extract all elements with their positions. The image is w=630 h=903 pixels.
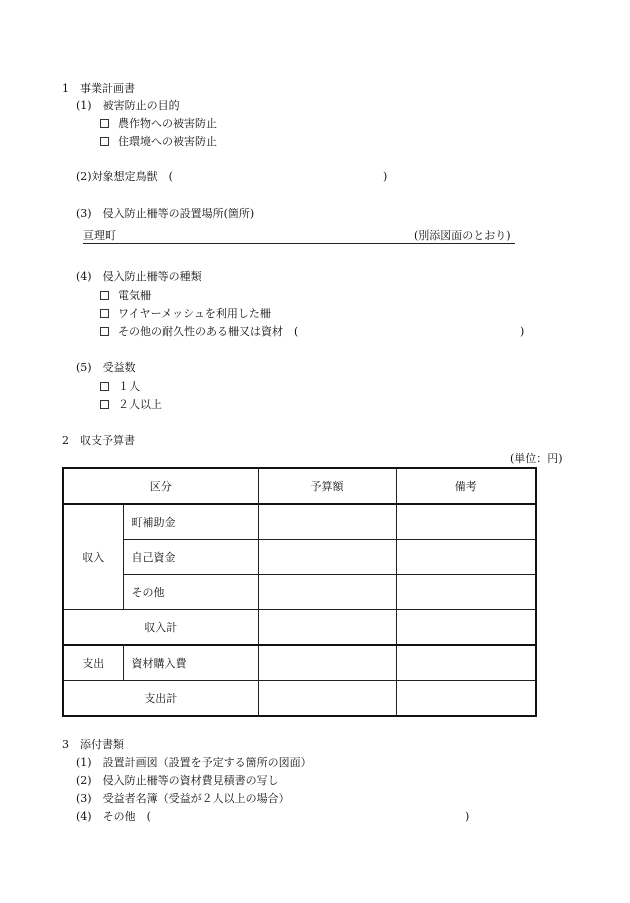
location-town: 亘理町	[83, 229, 116, 242]
remarks-cell[interactable]	[396, 504, 536, 540]
attachment-item-4-close: )	[465, 810, 470, 823]
section1-title: 1 事業計画書	[62, 82, 135, 95]
income-total-label: 収入計	[63, 610, 258, 646]
checkbox-icon[interactable]	[100, 309, 109, 318]
income-item-own-funds: 自己資金	[123, 540, 258, 575]
income-item-subsidy: 町補助金	[123, 504, 258, 540]
checkbox-icon[interactable]	[100, 291, 109, 300]
attachment-item-2: (2) 侵入防止柵等の資材費見積書の写し	[76, 774, 279, 787]
amount-cell[interactable]	[258, 681, 396, 717]
unit-label: (単位：円)	[510, 452, 563, 465]
beneficiaries-option-multiple[interactable]: ２人以上	[100, 398, 162, 412]
expense-item-materials: 資材購入費	[123, 645, 258, 681]
expense-total-label: 支出計	[63, 681, 258, 717]
checkbox-icon[interactable]	[100, 382, 109, 391]
location-title: (3) 侵入防止柵等の設置場所(箇所)	[76, 207, 255, 220]
fence-option-wire-mesh[interactable]: ワイヤーメッシュを利用した柵	[100, 307, 271, 321]
beneficiaries-title: (5) 受益数	[76, 361, 136, 374]
beneficiaries-option-one[interactable]: １人	[100, 380, 140, 394]
attachment-item-3: (3) 受益者名簿（受益が２人以上の場合）	[76, 792, 290, 805]
amount-cell[interactable]	[258, 610, 396, 646]
target-animal-close: )	[383, 170, 388, 183]
checkbox-icon[interactable]	[100, 400, 109, 409]
fence-option-electric[interactable]: 電気柵	[100, 289, 151, 303]
purpose-option-living[interactable]: 住環境への被害防止	[100, 135, 217, 149]
location-note: (別添図面のとおり)	[414, 229, 511, 242]
remarks-cell[interactable]	[396, 681, 536, 717]
remarks-cell[interactable]	[396, 575, 536, 610]
fence-types-title: (4) 侵入防止柵等の種類	[76, 270, 202, 283]
header-amount: 予算額	[258, 468, 396, 504]
budget-table	[62, 467, 537, 717]
target-animal-label: (2)対象想定鳥獣 (	[76, 170, 173, 183]
section3-title: 3 添付書類	[62, 738, 124, 751]
amount-cell[interactable]	[258, 540, 396, 575]
checkbox-icon[interactable]	[100, 327, 109, 336]
expense-label: 支出	[63, 645, 123, 681]
header-remarks: 備考	[396, 468, 536, 504]
remarks-cell[interactable]	[396, 540, 536, 575]
fence-option-other-close: )	[520, 325, 525, 338]
checkbox-icon[interactable]	[100, 137, 109, 146]
purpose-option-crops[interactable]: 農作物への被害防止	[100, 117, 217, 131]
header-category: 区分	[63, 468, 258, 504]
income-label: 収入	[63, 504, 123, 610]
attachment-item-4: (4) その他 (	[76, 810, 151, 823]
income-item-other: その他	[123, 575, 258, 610]
purpose-title: (1) 被害防止の目的	[76, 99, 180, 112]
attachment-item-1: (1) 設置計画図（設置を予定する箇所の図面）	[76, 756, 312, 769]
amount-cell[interactable]	[258, 504, 396, 540]
amount-cell[interactable]	[258, 575, 396, 610]
checkbox-icon[interactable]	[100, 119, 109, 128]
remarks-cell[interactable]	[396, 610, 536, 646]
amount-cell[interactable]	[258, 645, 396, 681]
remarks-cell[interactable]	[396, 645, 536, 681]
section2-title: 2 収支予算書	[62, 434, 135, 447]
fence-option-other[interactable]: その他の耐久性のある柵又は資材 (	[100, 325, 298, 339]
